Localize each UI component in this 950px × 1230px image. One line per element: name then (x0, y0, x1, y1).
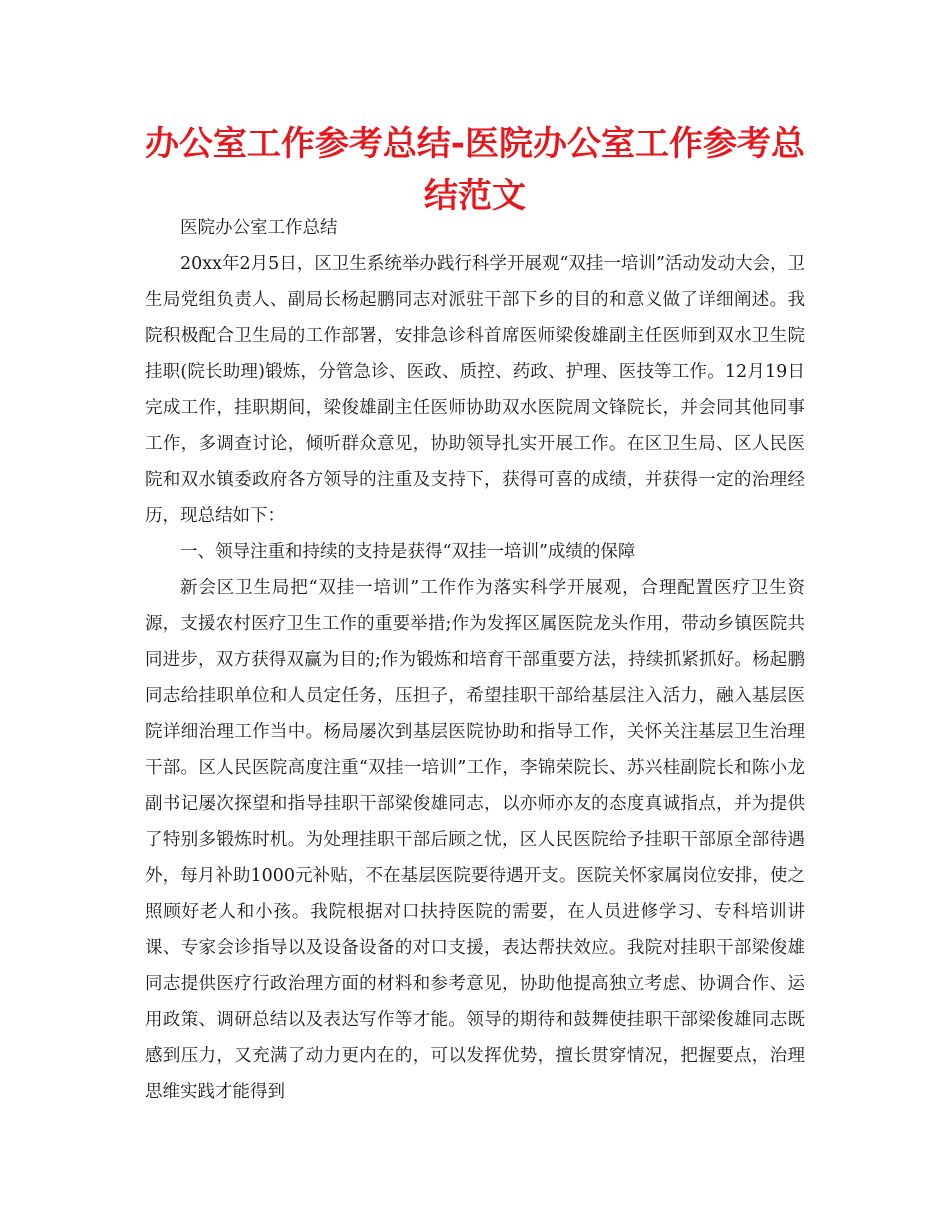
paragraph-section-1: 新会区卫生局把“双挂一培训”工作作为落实科学开展观，合理配置医疗卫生资源，支援农村医疗卫生工作的重要举措;作为发挥区属医院龙头作用，带动乡镇医院共同进步，双方获得双赢为目的;作为锻炼和培育干部重要方法，持续抓紧抓好。杨起鹏同志给挂职单位和人员定任务，压担子，希望挂职干部给基层注入活力，融入基层医院详细治理工作当中。杨局屡次到基层医院协助和指导工作，关怀关注基层卫生治理干部。区人民医院高度注重“双挂一培训”工作，李锦荣院长、苏兴桂副院长和陈小龙副书记屡次探望和指导挂职干部梁俊雄同志，以亦师亦友的态度真诚指点，并为提供了特别多锻炼时机。为处理挂职干部后顾之忧，区人民医院给予挂职干部原全部待遇外，每月补助1000元补贴，不在基层医院要待遇开支。医院关怀家属岗位安排，使之照顾好老人和小孩。我院根据对口扶持医院的需要，在人员进修学习、专科培训讲课、专家会诊指导以及设备设备的对口支援，表达帮扶效应。我院对挂职干部梁俊雄同志提供医疗行政治理方面的材料和参考意见，协助他提高独立考虑、协调合作、运用政策、调研总结以及表达写作等才能。领导的期待和鼓舞使挂职干部梁俊雄同志既感到压力，又充满了动力更内在的，可以发挥优势，擅长贯穿情况，把握要点，治理思维实践才能得到 (145, 578, 805, 1102)
document-title: 办公室工作参考总结-医院办公室工作参考总结范文 (144, 124, 806, 216)
document-body (145, 210, 805, 1110)
paragraph-heading: 医院办公室工作总结 (180, 218, 338, 238)
paragraph-intro: 20xx年2月5日，区卫生系统举办践行科学开展观“双挂一培训”活动发动大会，卫生局党组负责人、副局长杨起鹏同志对派驻干部下乡的目的和意义做了详细阐述。我院积极配合卫生局的工作部署，安排急诊科首席医师梁俊雄副主任医师到双水卫生院挂职(院长助理)锻炼，分管急诊、医政、质控、药政、护理、医技等工作。12月19日完成工作，挂职期间，梁俊雄副主任医师协助双水医院周文锋院长，并会同其他同事工作，多调查讨论，倾听群众意见，协助领导扎实开展工作。在区卫生局、区人民医院和双水镇委政府各方领导的注重及支持下，获得可喜的成绩，并获得一定的治理经历，现总结如下： (145, 254, 805, 526)
section-heading-1: 一、领导注重和持续的支持是获得“双挂一培训”成绩的保障 (180, 542, 636, 562)
